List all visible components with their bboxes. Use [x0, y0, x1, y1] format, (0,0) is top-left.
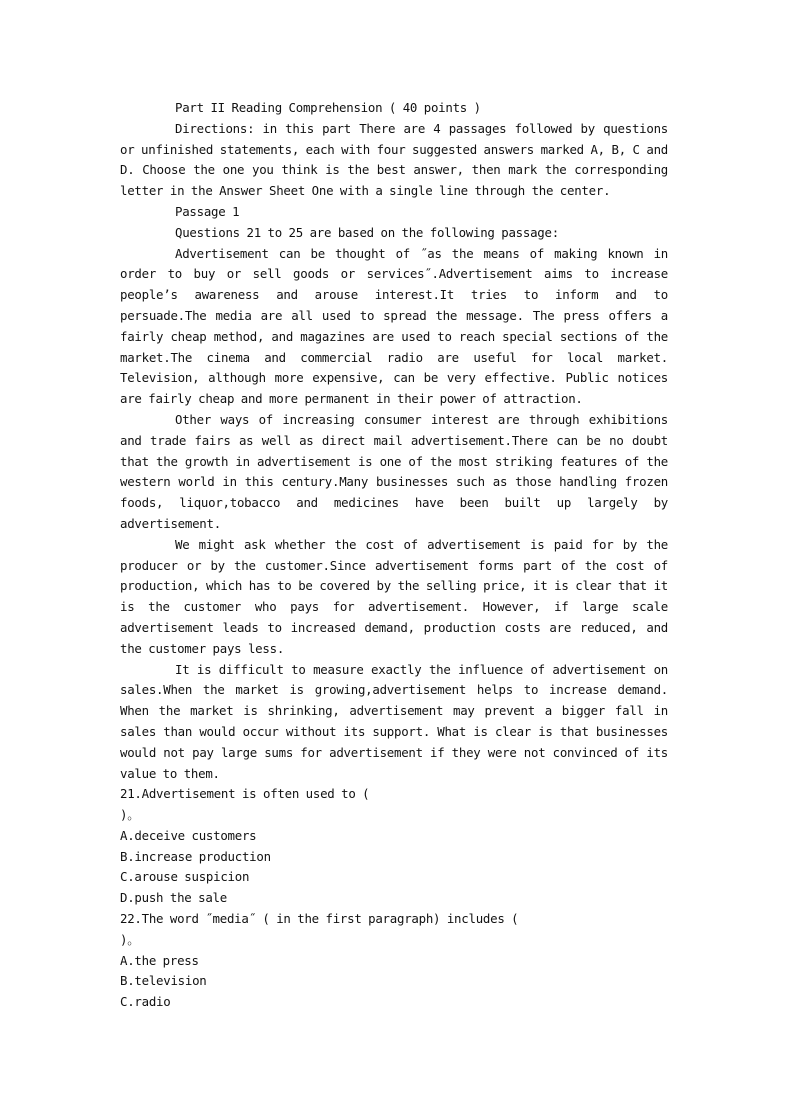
answer-blank: )。 [120, 931, 140, 947]
paragraph: Other ways of increasing consumer interest are through exhibitions and trade fairs as well as direct mail advertisement.There can be no doubt that the growth in advertisement is one of the most striking features of the western world in this century.Many businesses such as those handling frozen foods, liquor,tobacco and medicines have been built up largely by advertisement. [120, 411, 668, 531]
option-a: A.deceive customers [120, 827, 257, 843]
directions: Directions: in this part There are 4 passages followed by questions or unfinished statements, each with four suggested answers marked A, B, C and D. Choose the one you think is the best answer, then mark the corresponding letter in the Answer Sheet One with a single line through the center. [120, 120, 668, 199]
passage-label: Passage 1 [175, 203, 240, 219]
option-d: D.push the sale [120, 890, 227, 906]
paragraph: It is difficult to measure exactly the influence of advertisement on sales.When the market is growing,advertisement helps to increase demand. When the market is shrinking, advertisement may prevent a bigger fall in sales than would occur without its support. What is clear is that businesses would not pay large sums for advertisement if they were not convinced of its value to them. [120, 661, 668, 781]
section-heading: Part II Reading Comprehension ( 40 points ) [175, 100, 481, 115]
question-22 [120, 909, 668, 1013]
option-b: B.increase production [120, 848, 271, 864]
question-stem: 22.The word ˝media˝ ( in the first paragraph) includes ( [120, 911, 519, 927]
answer-blank: )。 [120, 807, 140, 823]
document-page [120, 98, 668, 1013]
question-stem: 21.Advertisement is often used to ( [120, 786, 370, 802]
option-a: A.the press [120, 952, 199, 968]
option-c: C.radio [120, 994, 171, 1010]
option-c: C.arouse suspicion [120, 869, 250, 885]
option-b: B.television [120, 973, 207, 989]
question-21 [120, 784, 668, 909]
paragraph: We might ask whether the cost of advertisement is paid for by the producer or by the customer.Since advertisement forms part of the cost of production, which has to be covered by the selling price, it is clear that it is the customer who pays for advertisement. However, if large scale advertisement leads to increased demand, production costs are reduced, and the customer pays less. [120, 536, 668, 656]
paragraph: Advertisement can be thought of ˝as the means of making known in order to buy or sell goods or services˝.Advertisement aims to increase people’s awareness and arouse interest.It tries to inform and to persuade.The media are all used to spread the message. The press offers a fairly cheap method, and magazines are used to reach special sections of the market.The cinema and commercial radio are useful for local market. Television, although more expensive, can be very effective. Public notices are fairly cheap and more permanent in their power of attraction. [120, 245, 668, 407]
passage-intro: Questions 21 to 25 are based on the following passage: [175, 224, 559, 240]
